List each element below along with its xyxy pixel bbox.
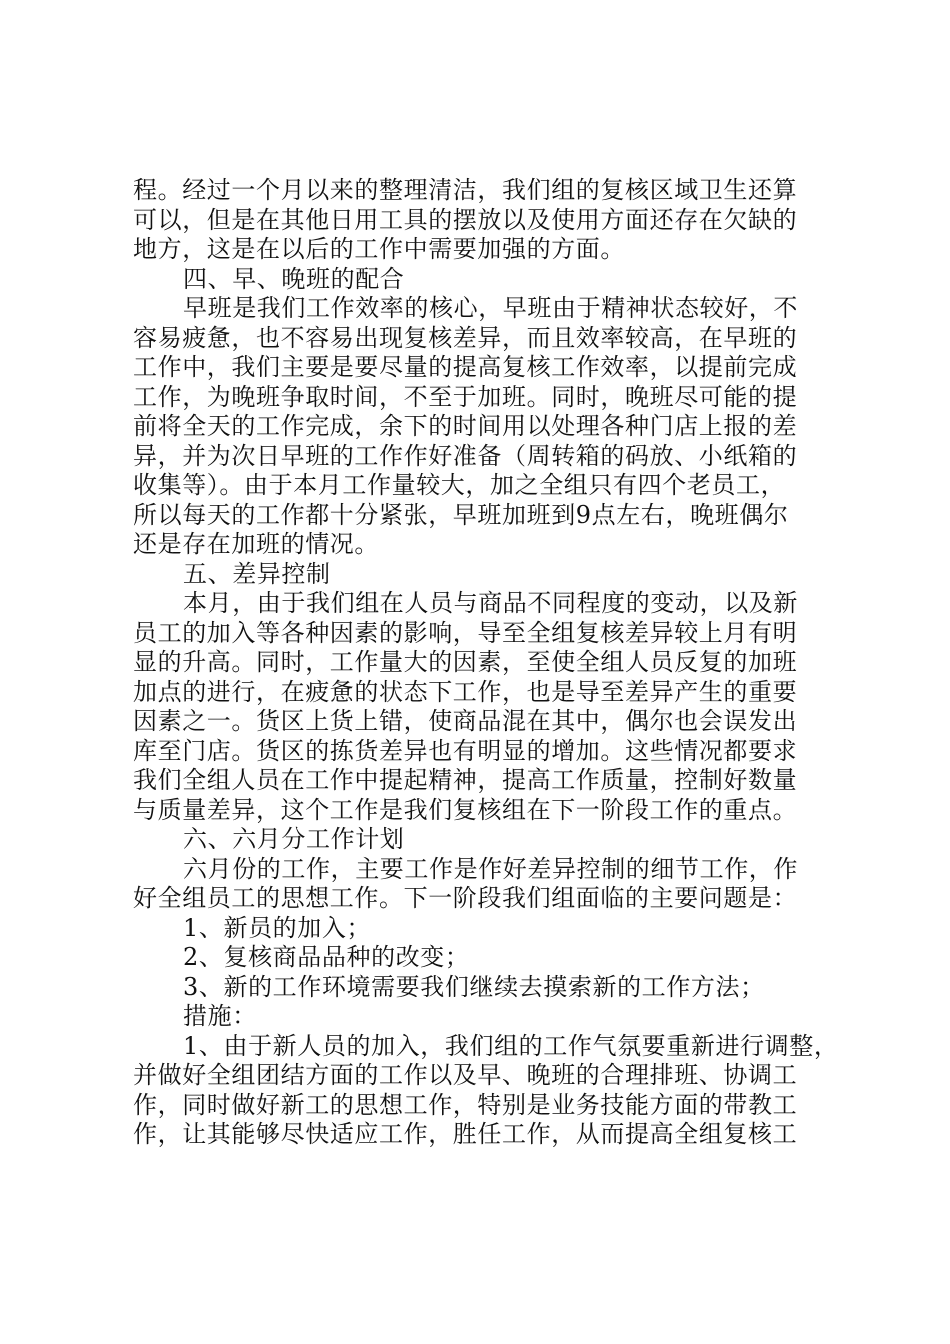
text-line: 异，并为次日早班的工作作好准备（周转箱的码放、小纸箱的 (133, 441, 798, 470)
text-line: 容易疲惫，也不容易出现复核差异，而且效率较高，在早班的 (133, 323, 798, 352)
text-line: 加点的进行，在疲惫的状态下工作，也是导至差异产生的重要 (133, 677, 798, 706)
text-line: 好全组员工的思想工作。下一阶段我们组面临的主要问题是： (133, 884, 798, 912)
paragraph-start: 本月，由于我们组在人员与商品不同程度的变动，以及新 (183, 589, 798, 617)
section-heading-4: 四、早、晚班的配合 (183, 264, 405, 293)
list-item: 2、复核商品品种的改变； (183, 943, 470, 971)
text-line: 作，同时做好新工的思想工作，特别是业务技能方面的带教工 (133, 1090, 798, 1119)
text-line: 我们全组人员在工作中提起精神，提高工作质量，控制好数量 (133, 766, 798, 794)
text-line: 收集等）。由于本月工作量较大，加之全组只有四个老员工， (133, 471, 786, 499)
text-line: 作，让其能够尽快适应工作，胜任工作，从而提高全组复核工 (133, 1120, 798, 1148)
text-line: 还是存在加班的情况。 (133, 530, 379, 558)
list-item: 1、新员的加入； (183, 913, 372, 942)
section-heading-6: 六、六月分工作计划 (183, 825, 405, 853)
text-line: 员工的加入等各种因素的影响，导至全组复核差异较上月有明 (133, 618, 798, 647)
text-line: 显的升高。同时，工作量大的因素，至使全组人员反复的加班 (133, 648, 798, 676)
text-line: 地方，这是在以后的工作中需要加强的方面。 (133, 235, 625, 263)
text-line: 程。经过一个月以来的整理清洁，我们组的复核区域卫生还算 (133, 176, 798, 204)
paragraph-start: 早班是我们工作效率的核心，早班由于精神状态较好，不 (183, 294, 798, 322)
text-line: 所以每天的工作都十分紧张，早班加班到9点左右，晚班偶尔 (133, 500, 789, 529)
document-body (133, 176, 839, 1150)
text-line: 工作中，我们主要是要尽量的提高复核工作效率，以提前完成 (133, 353, 798, 381)
text-line: 工作，为晚班争取时间，不至于加班。同时，晚班尽可能的提 (133, 382, 798, 411)
paragraph-start: 1、由于新人员的加入，我们组的工作气氛要重新进行调整， (183, 1031, 839, 1060)
text-line: 因素之一。货区上货上错，使商品混在其中，偶尔也会误发出 (133, 707, 798, 735)
text-line: 前将全天的工作完成，余下的时间用以处理各种门店上报的差 (133, 412, 798, 440)
measures-label: 措施： (183, 1002, 257, 1030)
paragraph-start: 六月份的工作，主要工作是作好差异控制的细节工作，作 (183, 854, 798, 883)
text-line: 可以，但是在其他日用工具的摆放以及使用方面还存在欠缺的 (133, 205, 798, 234)
text-line: 与质量差异，这个工作是我们复核组在下一阶段工作的重点。 (133, 795, 798, 824)
list-item: 3、新的工作环境需要我们继续去摸索新的工作方法； (183, 972, 765, 1001)
text-line: 库至门店。货区的拣货差异也有明显的增加。这些情况都要求 (133, 736, 798, 765)
section-heading-5: 五、差异控制 (183, 559, 331, 588)
text-line: 并做好全组团结方面的工作以及早、晚班的合理排班、协调工 (133, 1061, 798, 1089)
